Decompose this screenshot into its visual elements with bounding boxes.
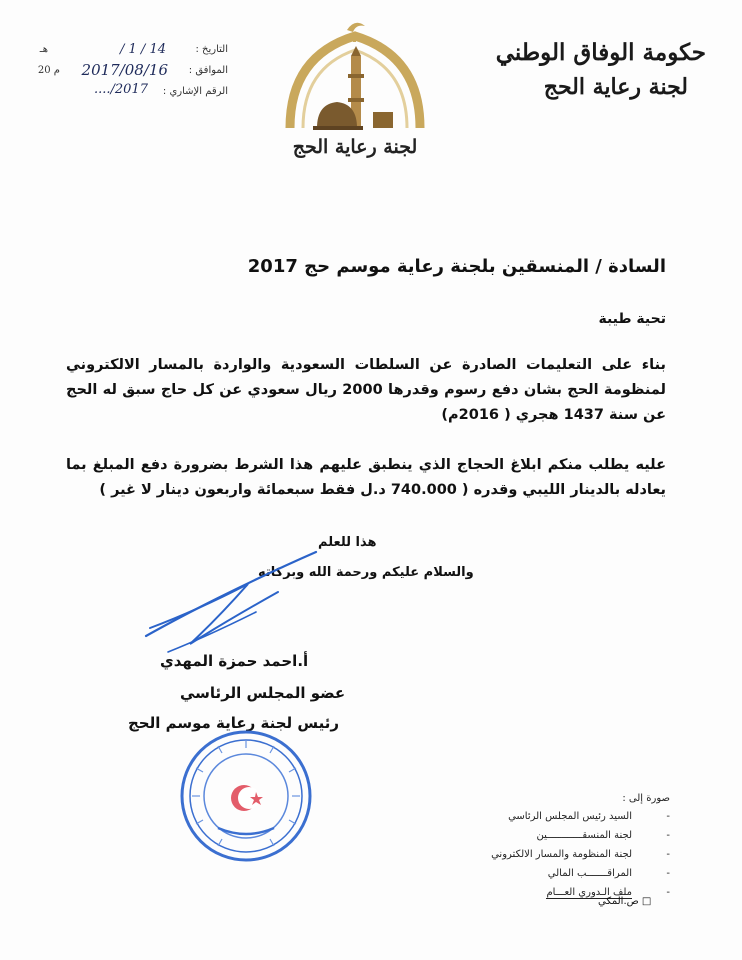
logo-caption: لجنة رعاية الحج — [292, 136, 418, 158]
cc-item: - لجنة المنسقــــــــــــين — [536, 830, 670, 841]
gregorian-date-row — [18, 63, 228, 84]
cc-heading: صورة إلى : — [622, 793, 670, 804]
hijri-date-row — [18, 42, 228, 63]
official-stamp — [178, 728, 314, 864]
cc-item: - المراقـــــــب المالي — [547, 868, 670, 879]
cc-item-text: المراقـــــــب المالي — [547, 868, 632, 879]
greeting: تحية طيبة — [598, 311, 666, 327]
date-reference-block — [18, 42, 228, 105]
cc-item-text: السيد رئيس المجلس الرئاسي — [508, 811, 632, 822]
gregorian-suffix: م 20 — [37, 65, 60, 76]
body-paragraph-2: عليه يطلب منكم ابلاغ الحجاج الذي ينطبق عليهم هذا الشرط بضرورة دفع المبلغ بما يعادله بالدينار الليبي وقدره ( 740.000 د.ل فقط سبعمائة واربعون دينار لا غير ) — [66, 457, 666, 498]
reference-value: 2017/.... — [93, 82, 148, 97]
body-paragraph-1: بناء على التعليمات الصادرة عن السلطات السعودية والواردة بالمسار الالكتروني لمنظومة الحج بشان دفع رسوم وقدرها 2000 ريال سعودي عن كل حاج سبق له الحج عن سنة 1437 هجري ( 2016م) — [66, 357, 666, 423]
letterhead-text — [476, 36, 706, 104]
corresponding-label: الموافق : — [188, 65, 228, 76]
cc-item: - لجنة المنظومة والمسار الالكتروني — [491, 849, 670, 860]
signatory-position: رئيس لجنة رعاية موسم الحج — [128, 714, 339, 732]
reference-label: الرقم الإشاري : — [162, 86, 228, 97]
cc-file-note-text: ص.المكي — [598, 896, 639, 907]
closing-note: هذا للعلم — [318, 535, 377, 550]
hijri-date-value: 14 / 1 / — [120, 42, 166, 57]
cc-file-note — [598, 896, 651, 907]
cc-item-text: لجنة المنسقــــــــــــين — [536, 830, 632, 841]
committee-name: لجنة رعاية الحج — [543, 74, 688, 100]
signatory-name: أ.احمد حمزة المهدي — [160, 652, 309, 670]
closing-salutation: والسلام عليكم ورحمة الله وبركاته — [258, 565, 474, 580]
signatory-title: عضو المجلس الرئاسي — [180, 684, 346, 702]
cc-item: - ملف الـدوري العـــام — [546, 887, 670, 898]
hijri-suffix: هـ — [39, 44, 48, 55]
handwritten-signature — [138, 548, 328, 668]
date-label: التاريخ : — [195, 44, 228, 55]
cc-item-text: ملف الـدوري العـــام — [546, 887, 632, 898]
addressee: السادة / المنسقين بلجنة رعاية موسم حج 2017 — [247, 256, 666, 277]
cc-list — [450, 793, 670, 902]
cc-item-text: لجنة المنظومة والمسار الالكتروني — [491, 849, 632, 860]
reference-row — [18, 84, 228, 105]
checkbox-icon: □ — [641, 896, 652, 907]
government-name: حكومة الوفاق الوطني — [495, 39, 706, 66]
cc-item: - السيد رئيس المجلس الرئاسي — [508, 811, 670, 822]
gregorian-date-value: 2017/08/16 — [81, 61, 168, 79]
